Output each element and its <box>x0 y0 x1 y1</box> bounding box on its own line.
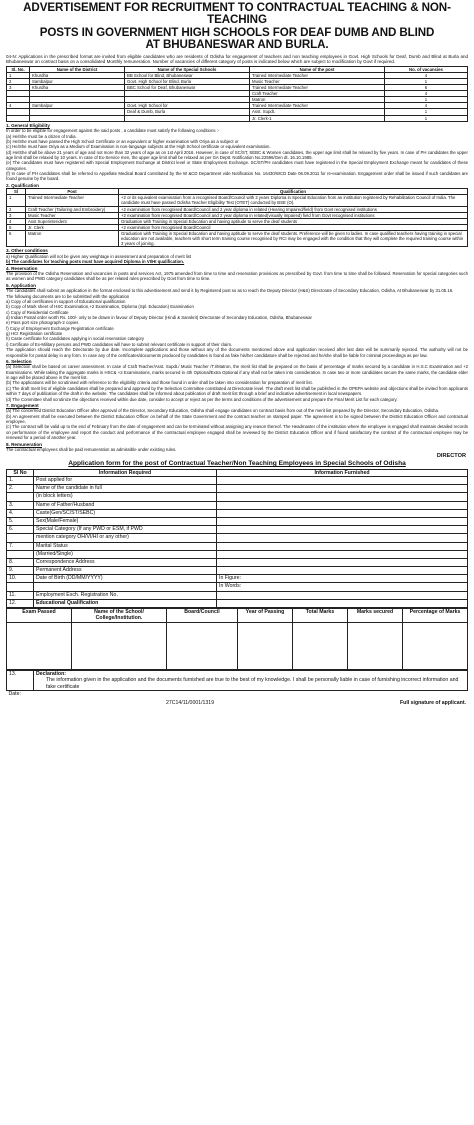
declaration-heading: Declaration: <box>36 670 66 677</box>
title-line: AT BHUBANESWAR AND BURLA. <box>145 38 329 52</box>
col-total: Total Marks <box>293 609 348 623</box>
col-school: Name of the Special Schools <box>125 66 250 72</box>
selection-line: (a) Selection shall be based on career assessment. In case of Craft Teacher/Asst. Supdt./ Music Teacher /T.I/Matron, the merit list shall be prepared on the basis of percentage of marks secured by a candidate in H.S.C Examination and +2 Examinations. While taking the aggregate marks in HSC& +2 Examinations, marks secured in 4th Optional/Extra Optional if any shall not be taken into consideration. In case two or more candidates secure the same marks, the candidate elder in age will be placed above in the merit list. <box>6 364 468 381</box>
cell: 3 <box>7 212 26 218</box>
cell: Khurdha <box>30 72 125 78</box>
selection-line: (b) The applications will be scrutinised with reference to the eligibility criteria and those found in order shall be taken into consideration for preparation of merit list. <box>6 380 313 386</box>
cell: (in block letters) <box>34 493 217 501</box>
cell <box>7 534 34 542</box>
section-heading: 8. Remuneration <box>6 441 42 447</box>
answer-field[interactable] <box>217 477 468 485</box>
col-sl: Sl <box>7 189 26 195</box>
dob-figure-field[interactable] <box>217 575 468 583</box>
general-line: (e) The candidates must have registered with Special Employment Exchange at District level or State Employment Exchange. SC/ST/PH candidates must have registered in the Special Employment Exchange meant for candidates of these categories. <box>6 160 468 171</box>
section-heading: 6. Selection <box>6 358 32 364</box>
title-line: POSTS IN GOVERNMENT HIGH SCHOOLS FOR DEAF DUMB AND BLIND <box>39 25 435 39</box>
col-info-required: Information Required <box>34 469 217 476</box>
cell: Deaf & Dumb, Burla <box>125 109 250 115</box>
cell: Govt. High School for <box>125 103 250 109</box>
selection-line: (d) The Committee shall scrutinize the objections received within due date, consider to accept or reject as per the terms and conditions of the advertisement and prepare the Final Merit List for each category. <box>6 396 398 402</box>
section-heading: 1. General Eligibility <box>6 122 50 128</box>
cell: 1 <box>7 195 26 206</box>
cell: Correspondence Address <box>34 558 217 566</box>
education-input[interactable] <box>72 622 167 669</box>
cell: Jr. Clerk-1 <box>250 115 385 121</box>
cell: Trained Intermediate Teacher <box>250 103 385 109</box>
dob-words-field[interactable] <box>217 583 468 591</box>
answer-field[interactable] <box>217 485 468 493</box>
cell: Craft Teacher <box>250 91 385 97</box>
cell: Jr. Clerk <box>26 224 119 230</box>
education-input[interactable] <box>348 622 403 669</box>
form-header-row <box>7 469 468 476</box>
cell: 4. <box>7 509 34 517</box>
answer-field[interactable] <box>217 558 468 566</box>
general-line: (f) In case of PH candidates shall be referred to Appellate Medical Board constituted by the W &CD Department vide Notification No. 16430/WCD Date 06.09.2011 for re-examination. Engagement order shall be issued if such candidates are found genuine by the board. <box>6 171 468 182</box>
cell: Name of Father/Husband <box>34 501 217 509</box>
form-row <box>7 477 468 485</box>
col-vacancies: No. of vacancies <box>385 66 468 72</box>
form-row <box>7 526 468 534</box>
cell: 12. <box>7 599 34 607</box>
col-exam: Exam Passed <box>7 609 72 623</box>
cell <box>7 115 30 121</box>
cell: 10. <box>7 575 34 583</box>
date-label: Date: <box>8 691 21 698</box>
answer-field[interactable] <box>217 493 468 501</box>
form-row <box>7 493 468 501</box>
declaration-table <box>6 670 468 698</box>
cell: +2 examination from recognised Board/Council and 2 year diploma in related (Hearing Impaired/field) from Govt recognised institutions <box>119 206 468 212</box>
cell: Matron <box>26 230 119 246</box>
col-qualification: Qualification <box>119 189 468 195</box>
cell: Craft Teacher (Tailoring and Embroidery) <box>26 206 119 212</box>
col-post: Name of the post <box>250 66 385 72</box>
cell: 4 <box>7 103 30 109</box>
form-row <box>7 599 468 607</box>
application-line: b) Copy of Mark sheet of HSC Examination,+2 Examination, Diploma (Spl. Education) Examination <box>6 304 194 310</box>
cell: Khurdha <box>30 85 125 91</box>
cell: 6 <box>385 85 468 91</box>
cell: 5. <box>7 517 34 525</box>
education-header-row <box>7 609 468 623</box>
cell: 4 <box>385 91 468 97</box>
form-row <box>7 558 468 566</box>
cell: 1 <box>385 109 468 115</box>
cell: (Married/Single) <box>34 550 217 558</box>
form-row <box>7 591 468 599</box>
form-row <box>7 485 468 493</box>
general-line: (b) He/She must have passed the High School Certificate or an equivalent or higher examination with Oriya as a subject or <box>6 138 239 144</box>
cell: 2 <box>7 206 26 212</box>
col-institution: Name of the School/ College/Institution. <box>72 609 167 623</box>
answer-field[interactable] <box>217 517 468 525</box>
col-district: Name of the District <box>30 66 125 72</box>
application-line: The candidates shall submit an application in the format enclosed to this advertisement and send it by Registered post so as to reach the Deputy Director (H&S) Directorate of Secondary Education, Odisha, At Bhubaneswar by 31.05.16. <box>6 288 454 294</box>
cell: Music Teacher <box>26 212 119 218</box>
section-heading: 4. Reservation <box>6 265 38 271</box>
cell: 4 <box>385 103 468 109</box>
cell: Matron <box>250 97 385 103</box>
title-line: ADVERTISEMENT FOR RECRUITMENT TO CONTRACTUAL TEACHING & NON-TEACHING <box>23 1 451 27</box>
answer-field[interactable] <box>217 542 468 550</box>
cell: Post applied for <box>34 477 217 485</box>
cell <box>125 115 250 121</box>
cell: +2 or its equivalent examination from a recognised Board/Council with 2 years Diploma in Special Education from an institution registered by Rehabilitation Council of India. The candidate must have passed Odisha Teacher Eligibility Test (OTET) conducted by BSE (O). <box>119 195 468 206</box>
col-percentage: Percentage of Marks <box>403 609 468 623</box>
cell: Asst Superintendent <box>26 218 119 224</box>
general-line: In order to be eligible for engagement against the said posts , a candidate must satisfy the following conditions :- <box>6 128 220 134</box>
signature-label: Full signature of applicant. <box>399 700 466 707</box>
application-line: The application should reach the Directorate by due date. Incomplete applications and those without any of the documents mentioned above and application received after last date will be summarily rejected. The authority will not be responsible for postal delay in any form. In case any of the certificates/documents produced by candidates is found as fake his/her candidature shall be rejected and he/she shall be liable for criminal proceedings as per law. <box>6 347 468 358</box>
application-line: i) Certificate of Ex-Military persons and PWD candidates will have to submit relevant certificate in support of their claim. <box>6 341 233 347</box>
application-line: g) HCI Registration certificate <box>6 331 63 337</box>
form-row <box>7 542 468 550</box>
declaration-row <box>7 670 468 690</box>
cell: Trained Intermediate Teacher <box>26 195 119 206</box>
cell: Date of Birth (DD/MM/YYYY) <box>34 575 217 583</box>
section-heading: 7. Engagement <box>6 402 39 408</box>
col-secured: Marks secured <box>348 609 403 623</box>
cell <box>34 583 217 591</box>
answer-field[interactable] <box>217 567 468 575</box>
selection-line: (c) The draft merit list of eligible candidates shall be prepared and approved by the Selection Committee constituted at Directorate level. The draft merit list shall be published in the OPEPA website and objections shall be invited from applicants within 7 days of publication of the draft in the website. The candidates shall be informed about publication of draft merit list through a brief and indicative advertisement in local newspapers. <box>6 385 468 397</box>
cell: 1 <box>385 97 468 103</box>
declaration-text: The information given in the application and the documents furnished are true to the best of my knowledge. I shall be personally liable in case of furnishing incorrect information and fake certificate <box>46 677 459 690</box>
section-heading: 2. Qualification <box>6 182 39 188</box>
vacancy-row <box>7 115 468 121</box>
cell: Sambalpur <box>30 79 125 85</box>
cell: Caste(Gen/SC/ST/SEBC) <box>34 509 217 517</box>
col-board: Board/Council <box>167 609 238 623</box>
application-line: e) Pass port size photograph-2 copies <box>6 320 79 326</box>
answer-field[interactable] <box>217 534 468 542</box>
education-input[interactable] <box>167 622 238 669</box>
date-row <box>7 691 468 698</box>
remuneration-text: The contractual employees shall be paid remuneration as admissible under existing rules. <box>6 447 177 453</box>
general-line: (a) He/She must be a citizen of India. <box>6 133 77 139</box>
cell: 2. <box>7 485 34 493</box>
date-field[interactable] <box>34 691 468 698</box>
cell: 5 <box>7 224 26 230</box>
cell: 11. <box>7 591 34 599</box>
reservation-text: The provision of the Odisha Reservation and vacancies in posts and services Act, 1975 amended from time to time and reservation provisions as prescribed by Govt. from time to time shall be followed. Reservation for special categories such as women and PWD category candidates shall be as per related rules prescribed by Govt from time to time. <box>6 271 468 282</box>
application-line: f) Copy of Employment Exchange Registration certificate <box>6 325 114 331</box>
cell: Name of the candidate in full <box>34 485 217 493</box>
cell: Sambalpur <box>30 103 125 109</box>
director-label: DIRECTOR <box>436 453 466 460</box>
general-line: (c) He/She must have Oriya as a Medium of Examination in non-language subjects at the High School certificate or equivalent examination. <box>6 144 271 150</box>
form-footer <box>6 698 468 708</box>
intro-paragraph: 04-N: Applications in the prescribed format are invited from eligible candidates who are residents of Odisha for engagement of teachers and non teaching employees in Govt. High Schools for Deaf, Dumb and Blind at Burla and Bhubaneswar on contract basis on a consolidated Monthly remuneration. Number of vacancies of different category of posts is indicated below which are subject to modification by Govt if required. <box>6 53 468 65</box>
cell: BB School for Blind, Bhubaneswar <box>125 72 250 78</box>
cell: 3 <box>7 85 30 91</box>
cell: Asst. Supdt. <box>250 109 385 115</box>
form-row <box>7 575 468 583</box>
cell: Govt. High School for Blind, Burla <box>125 79 250 85</box>
cell <box>7 583 34 591</box>
education-table <box>6 608 468 670</box>
application-form-table <box>6 469 468 608</box>
cell: 9. <box>7 567 34 575</box>
cell: BBC School for Deaf, Bhubaneswar <box>125 85 250 91</box>
cell: 3. <box>7 501 34 509</box>
qualification-row <box>7 230 468 246</box>
application-line: a) Copy of all certificates in support of Educational qualification <box>6 299 126 305</box>
cell: 8. <box>7 558 34 566</box>
col-info-furnished: Information Furnished <box>217 469 468 476</box>
application-line: c) Copy of Residential Certificate <box>6 309 69 315</box>
declaration-number: 13. <box>7 670 34 690</box>
answer-field[interactable] <box>217 509 468 517</box>
cell: +2 examination from recognised Board/Council <box>119 224 468 230</box>
cell <box>30 115 125 121</box>
cell: 1 <box>7 72 30 78</box>
section-heading: 5. Application <box>6 282 36 288</box>
cell: +2 examination from recognised Board/Council and 2 year diploma in related(visually impaired) field from Govt recognised institutions <box>119 212 468 218</box>
qualification-table <box>6 188 468 247</box>
cell: 1 <box>385 115 468 121</box>
answer-field[interactable] <box>217 591 468 599</box>
cell: 2 <box>7 79 30 85</box>
form-row <box>7 517 468 525</box>
engagement-line: (b) An agreement shall be executed between the District Education Officer on behalf of the State Government and the contract teacher on stamped paper. The agreement is to be signed between the District Education Officer and contractual employee. <box>6 413 468 425</box>
dob-words-label: In Words: <box>219 583 242 590</box>
cell: Marital Status <box>34 542 217 550</box>
form-row <box>7 550 468 558</box>
col-post: Post <box>26 189 119 195</box>
engagement-line: (c) The contract will be valid up to the end of February from the date of engagement and can be terminated without assigning any reason thereof. The Headmaster of the institution where the employee is engaged shall maintain detailed records on performance of the employee and report the conduct and performance of the contractual employee engaged shall be reviewed by the District Education Officer and if found satisfactory the contract of the contractual employee may be renewed for a period of another year. <box>6 424 468 441</box>
qualification-row <box>7 195 468 206</box>
col-sl-no: Sl No <box>7 469 34 476</box>
section-heading: 3. Other conditions <box>6 248 48 254</box>
dob-figure-label: In Figure: <box>219 575 241 582</box>
cell: Sex(Male/Female) <box>34 517 217 525</box>
vacancy-table <box>6 66 468 122</box>
education-input[interactable] <box>238 622 293 669</box>
form-row <box>7 509 468 517</box>
cell: Employment Exch. Registration No. <box>34 591 217 599</box>
education-input[interactable] <box>7 622 72 669</box>
cell: Educational Qualification <box>34 599 217 607</box>
cell: 1 <box>385 79 468 85</box>
engagement-line: (a) The concerned District Education Officer after approval of the Director, Secondary Education, Odisha shall engage candidates on contract basis from out of the merit list prepared by the Director, Secondary Education, Odisha. <box>6 408 440 414</box>
cell: 1. <box>7 477 34 485</box>
education-input[interactable] <box>293 622 348 669</box>
cell: Graduation with Training in Special Education and having aptitude to serve the deaf students <box>119 218 468 224</box>
answer-field[interactable] <box>217 550 468 558</box>
cell: Permanent Address <box>34 567 217 575</box>
advertisement-title <box>6 2 468 52</box>
answer-field[interactable] <box>217 501 468 509</box>
declaration-cell <box>34 670 468 690</box>
cell: 6 <box>7 230 26 246</box>
cell: Trained Intermediate Teacher <box>250 85 385 91</box>
form-row <box>7 567 468 575</box>
cell <box>7 550 34 558</box>
cell: 4 <box>7 218 26 224</box>
cell: Music Teacher <box>250 79 385 85</box>
cell: 7. <box>7 542 34 550</box>
cell: mention category OH/VI/HI or any other) <box>34 534 217 542</box>
education-input[interactable] <box>403 622 468 669</box>
col-sl: Sl. No. <box>7 66 30 72</box>
cell <box>7 493 34 501</box>
cell: 6. <box>7 526 34 534</box>
other-line: a) Higher Qualification will not be given any weightage in assessment and preparation of merit list <box>6 253 192 259</box>
form-row <box>7 501 468 509</box>
cell: Graduation with Training in Special Education and having aptitude to serve the deaf students. Preference will be given to ladies. In case qualified teachers having training in special education are not available, teachers with short term training course recognised by RCI may be engaged with the condition that they will complete the required training course within 3 years of joining. <box>119 230 468 246</box>
answer-field <box>217 599 468 607</box>
form-row <box>7 583 468 591</box>
general-line: (d) He/She shall be above 21 years of age and not more than 32 years of age as on 1st April 2016. However, in case of SC/ST, SEBC & Women candidates, the upper age limit shall be relaxed by five years. In case of PH candidates the upper age limit shall be relaxed by 10 years. In case of Ex-Service men, the upper age limit shall be relaxed as per GA Deptt. Notification No.22596/Gen dt. 16.10.1985. <box>6 149 468 160</box>
other-line: b) The candidates for teaching posts must have acquired Diploma in VI/HI qualification. <box>6 259 185 265</box>
cell: Special Category (If any PWD or ESM, if PWD <box>34 526 217 534</box>
application-line: h) Caste certificate for candidates applying in social reservation category <box>6 336 145 342</box>
application-line: d) Indian Postal order worth Rs. 100/- only to be drawn in favour of Deputy Director (Hindi & Sanskrit) Directorate of Secondary Education, Odisha, Bhubaneswar <box>6 315 312 321</box>
form-row <box>7 534 468 542</box>
col-year: Year of Passing <box>238 609 293 623</box>
advert-code: 27C14/11/0001/1319 <box>166 700 215 707</box>
form-title: Application form for the post of Contractual Teacher/Non Teaching Employees in Special Schools of Odisha <box>68 460 406 468</box>
answer-field[interactable] <box>217 526 468 534</box>
application-line: The following documents are to be submitted with the application <box>6 293 130 299</box>
cell: Trained Intermediate Teacher <box>250 72 385 78</box>
cell: 4 <box>385 72 468 78</box>
education-entry-row <box>7 622 468 669</box>
